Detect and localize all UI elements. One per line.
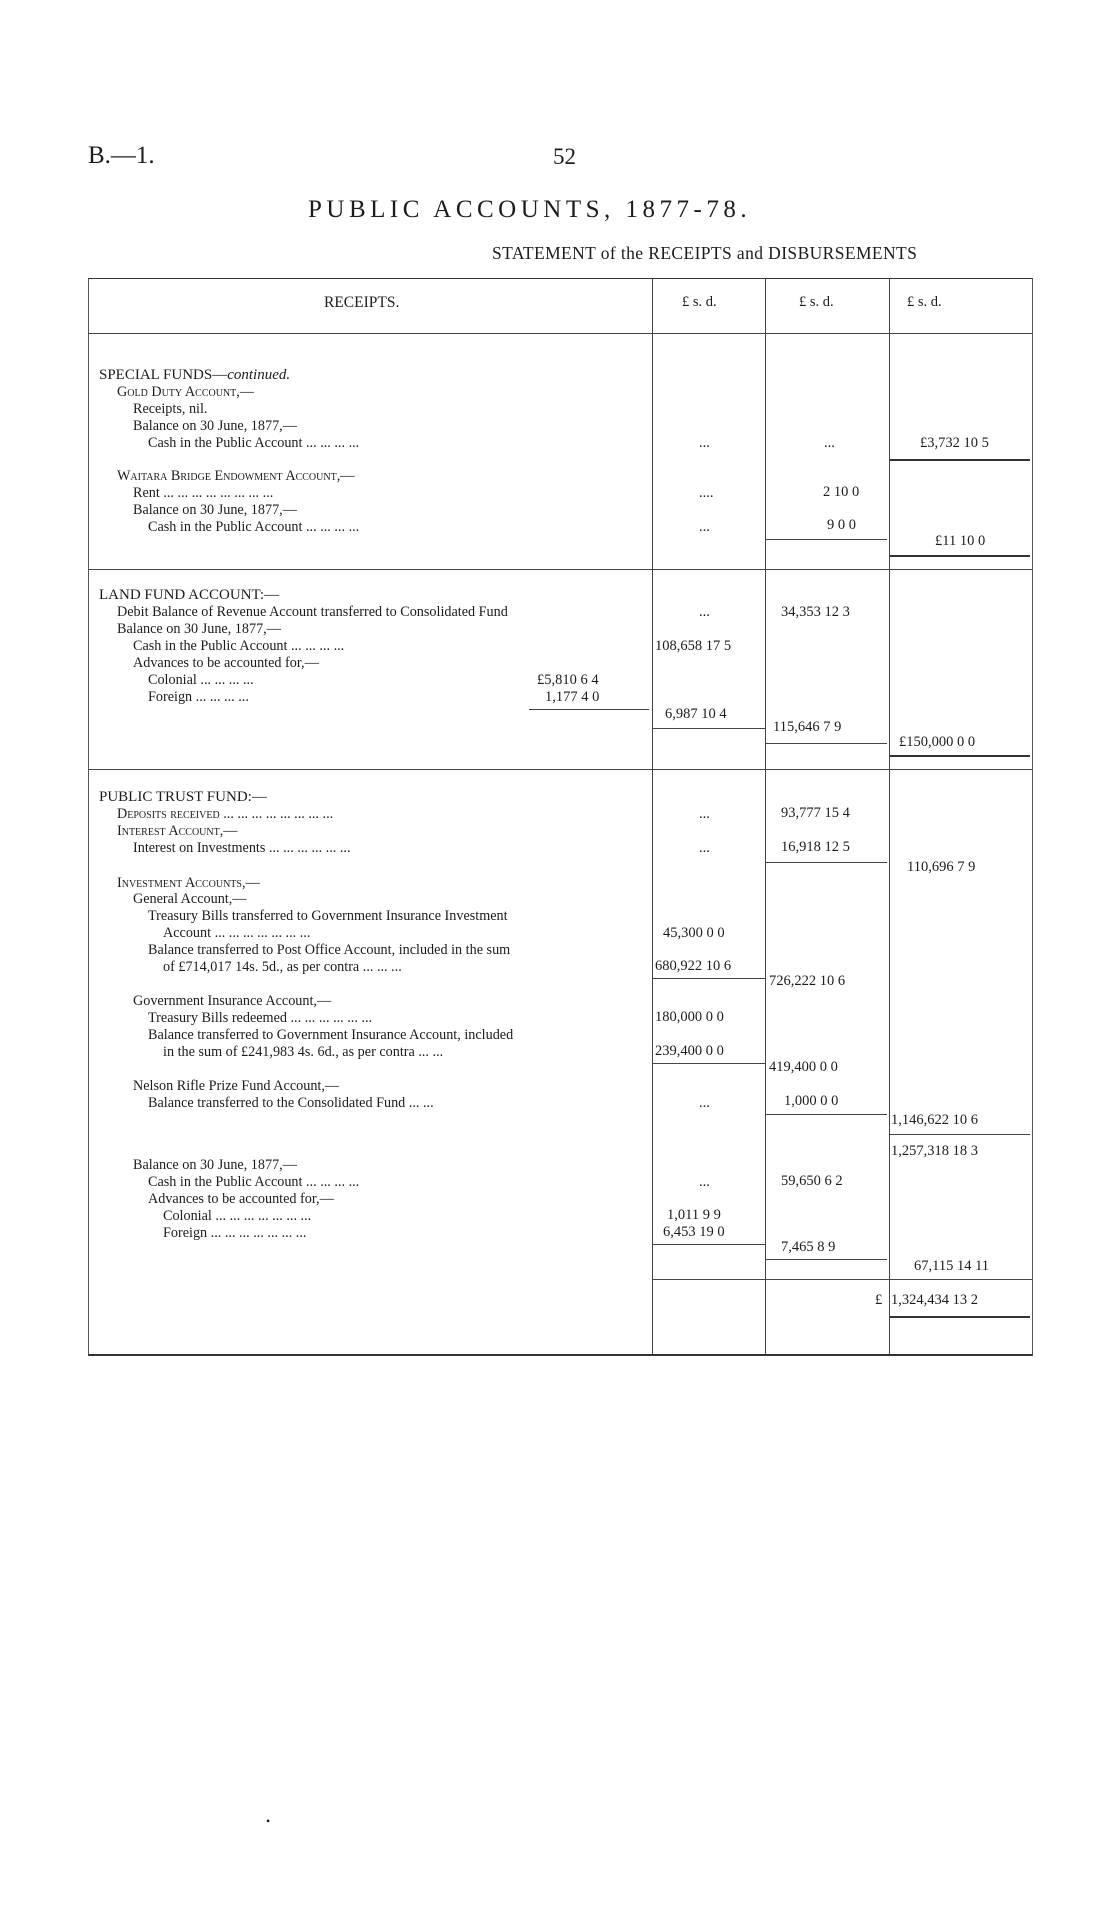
trust-cash-col2: 59,650 6 2	[781, 1173, 843, 1189]
gold-balance-label: Balance on 30 June, 1877,—	[133, 418, 297, 434]
land-colonial-amount: £5,810 6 4	[537, 672, 599, 688]
subtotal-rule	[766, 1114, 887, 1115]
post-office-balance-label: Balance transferred to Post Office Account, included in the sum	[148, 942, 511, 958]
treasury-bills-redeemed-col1: 180,000 0 0	[655, 1009, 724, 1025]
waitara-cash-col1: ...	[699, 519, 710, 535]
general-account-col2: 726,222 10 6	[769, 973, 846, 989]
land-cash-col1: 108,658 17 5	[655, 638, 732, 654]
total-rule	[890, 755, 1030, 757]
trust-foreign-col1: 6,453 19 0	[663, 1224, 725, 1240]
trust-colonial-label: Colonial ... ... ... ... ... ... ...	[163, 1208, 312, 1224]
subtotal-rule	[890, 1134, 1030, 1135]
subtotal-rule	[766, 539, 887, 540]
land-debit-col1: ...	[699, 604, 710, 620]
subtotal-rule	[653, 1279, 1032, 1280]
subtotal-rule	[529, 709, 649, 710]
total-rule	[890, 555, 1030, 557]
subtotal-rule	[766, 743, 887, 744]
waitara-balance-label: Balance on 30 June, 1877,—	[133, 502, 297, 518]
land-debit-col2: 34,353 12 3	[781, 604, 850, 620]
land-foreign-label: Foreign ... ... ... ...	[148, 689, 249, 705]
subtotal-rule	[653, 728, 765, 729]
land-balance-label: Balance on 30 June, 1877,—	[117, 621, 281, 637]
column2-header: £ s. d.	[799, 294, 834, 310]
subtotal-rule	[653, 1063, 765, 1064]
grand-total: 1,324,434 13 2	[891, 1292, 978, 1308]
nelson-col1: ...	[699, 1095, 710, 1111]
gold-cash-label: Cash in the Public Account ... ... ... ...	[148, 435, 360, 451]
treasury-bills-transfer-label: Treasury Bills transferred to Government Insurance Investment	[148, 908, 508, 924]
section-rule	[89, 569, 1032, 570]
gold-duty-account-label: Gold Duty Account,—	[117, 384, 254, 400]
waitara-cash-label: Cash in the Public Account ... ... ... ...	[148, 519, 360, 535]
subtotal-rule	[653, 1244, 765, 1245]
trust-cash-label: Cash in the Public Account ... ... ... ...	[148, 1174, 360, 1190]
land-fund-total: £150,000 0 0	[899, 734, 976, 750]
page-subtitle: STATEMENT of the RECEIPTS and DISBURSEMENTS	[492, 243, 918, 263]
receipts-table	[88, 278, 1033, 1356]
public-trust-heading: PUBLIC TRUST FUND:—	[99, 789, 267, 805]
treasury-bills-col1: 45,300 0 0	[663, 925, 725, 941]
deposits-label: Deposits received ... ... ... ... ... ... ... ...	[117, 806, 334, 822]
interest-col1: ...	[699, 840, 710, 856]
report-reference: B.—1.	[88, 142, 155, 169]
gold-cash-col1: ...	[699, 435, 710, 451]
header-rule	[89, 333, 1032, 334]
government-balance-label-2: in the sum of £241,983 4s. 6d., as per contra ... ...	[163, 1044, 444, 1060]
waitara-total: £11 10 0	[935, 533, 986, 549]
waitara-rent-col1: ....	[699, 485, 714, 501]
land-colonial-label: Colonial ... ... ... ...	[148, 672, 254, 688]
deposits-col1: ...	[699, 806, 710, 822]
trust-subtotal-col3: 110,696 7 9	[907, 859, 976, 875]
total-rule	[890, 1316, 1030, 1318]
trust-foreign-label: Foreign ... ... ... ... ... ... ...	[163, 1225, 307, 1241]
land-fund-heading: LAND FUND ACCOUNT:—	[99, 587, 280, 603]
government-insurance-label: Government Insurance Account,—	[133, 993, 332, 1009]
land-cash-label: Cash in the Public Account ... ... ... ...	[133, 638, 345, 654]
post-office-balance-label-2: of £714,017 14s. 5d., as per contra ... ... ...	[163, 959, 402, 975]
land-foreign-amount: 1,177 4 0	[545, 689, 600, 705]
column3-header: £ s. d.	[907, 294, 942, 310]
nelson-col2: 1,000 0 0	[784, 1093, 839, 1109]
waitara-account-label: Waitara Bridge Endowment Account,—	[117, 468, 355, 484]
page-number: 52	[553, 144, 576, 169]
column1-header: £ s. d.	[682, 294, 717, 310]
gold-receipts-label: Receipts, nil.	[133, 401, 208, 417]
waitara-rent-label: Rent ... ... ... ... ... ... ... ...	[133, 485, 274, 501]
land-debit-label: Debit Balance of Revenue Account transferred to Consolidated Fund	[117, 604, 508, 620]
nelson-rifle-label: Nelson Rifle Prize Fund Account,—	[133, 1078, 340, 1094]
land-subtotal-col2: 115,646 7 9	[773, 719, 842, 735]
subtotal-rule	[653, 978, 765, 979]
section-rule	[89, 769, 1032, 770]
government-balance-col1: 239,400 0 0	[655, 1043, 724, 1059]
trust-balance-label: Balance on 30 June, 1877,—	[133, 1157, 297, 1173]
investments-total-col3: 1,146,622 10 6	[891, 1112, 978, 1128]
waitara-cash-col2: 9 0 0	[827, 517, 856, 533]
gold-duty-total: £3,732 10 5	[920, 435, 989, 451]
trust-advances-label: Advances to be accounted for,—	[148, 1191, 334, 1207]
subtotal-rule	[766, 1259, 887, 1260]
nelson-balance-label: Balance transferred to the Consolidated Fund ... ...	[148, 1095, 434, 1111]
interest-col2: 16,918 12 5	[781, 839, 850, 855]
trust-advances-col2: 7,465 8 9	[781, 1239, 836, 1255]
government-insurance-col2: 419,400 0 0	[769, 1059, 838, 1075]
general-account-label: General Account,—	[133, 891, 247, 907]
government-balance-label: Balance transferred to Government Insurance Account, included	[148, 1027, 514, 1043]
waitara-rent-col2: 2 10 0	[823, 484, 860, 500]
subtotal-rule	[766, 862, 887, 863]
post-office-balance-col1: 680,922 10 6	[655, 958, 732, 974]
running-total-col3: 1,257,318 18 3	[891, 1143, 978, 1159]
column-rule	[765, 279, 766, 1354]
special-funds-heading: SPECIAL FUNDS—continued.	[99, 367, 291, 383]
page-title: PUBLIC ACCOUNTS, 1877-78.	[308, 196, 752, 223]
column-rule	[889, 279, 890, 1354]
trust-colonial-col1: 1,011 9 9	[667, 1207, 721, 1223]
gold-cash-col2: ...	[824, 435, 835, 451]
receipts-column-header: RECEIPTS.	[324, 294, 400, 311]
deposits-col2: 93,777 15 4	[781, 805, 850, 821]
trust-cash-col1: ...	[699, 1174, 710, 1190]
land-advances-col1: 6,987 10 4	[665, 706, 727, 722]
total-rule	[890, 459, 1030, 461]
trust-balance-col3: 67,115 14 11	[914, 1258, 990, 1274]
investment-accounts-label: Investment Accounts,—	[117, 875, 260, 891]
interest-account-label: Interest Account,—	[117, 823, 238, 839]
interest-label: Interest on Investments ... ... ... ... ... ...	[133, 840, 351, 856]
grand-total-prefix: £	[875, 1292, 883, 1308]
page-mark: •	[266, 1814, 271, 1828]
land-advances-label: Advances to be accounted for,—	[133, 655, 319, 671]
column-rule	[652, 279, 653, 1354]
treasury-bills-account-label: Account ... ... ... ... ... ... ...	[163, 925, 311, 941]
treasury-bills-redeemed-label: Treasury Bills redeemed ... ... ... ... ... ...	[148, 1010, 373, 1026]
